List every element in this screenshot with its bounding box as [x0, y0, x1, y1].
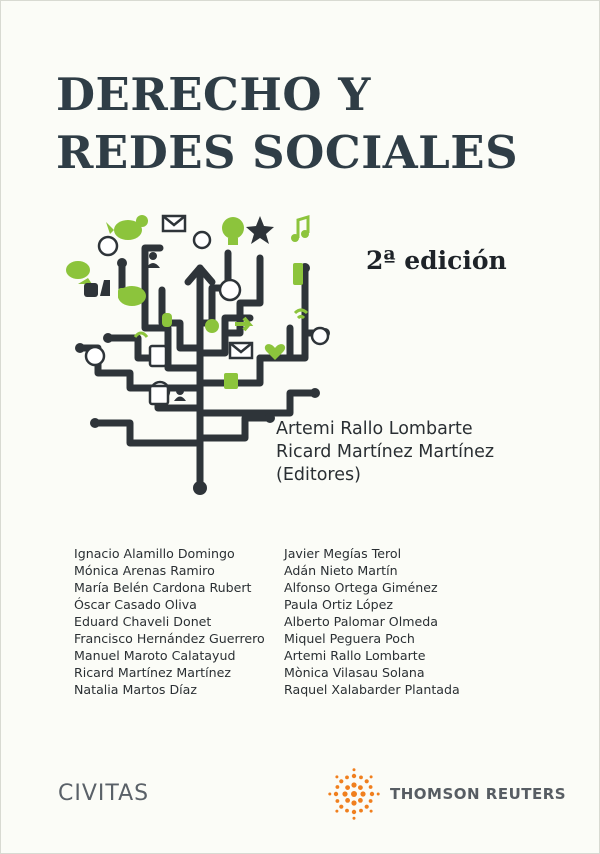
- edition-label: 2ª edición: [366, 246, 507, 275]
- contributor-name: Óscar Casado Oliva: [74, 597, 197, 612]
- contributor-name: Ricard Martínez Martínez: [74, 665, 231, 680]
- imprint-thomson-reuters: THOMSON REUTERS: [390, 785, 567, 803]
- contributor-name: Alberto Palomar Olmeda: [284, 614, 438, 629]
- contributor-name: Natalia Martos Díaz: [74, 682, 198, 697]
- thomson-reuters-logo-icon: [328, 768, 380, 820]
- contributors-left-column: [74, 545, 265, 698]
- title-line-2: REDES SOCIALES: [56, 126, 519, 179]
- contributor-name: Francisco Hernández Guerrero: [74, 631, 265, 646]
- contributor-name: Mónica Arenas Ramiro: [74, 563, 215, 578]
- editors-block: [276, 418, 494, 487]
- publisher-civitas-logo: CIVITAS: [58, 781, 150, 806]
- editor-name: Ricard Martínez Martínez: [276, 442, 495, 462]
- contributor-name: Miquel Peguera Poch: [284, 631, 415, 646]
- contributor-name: Alfonso Ortega Giménez: [284, 580, 438, 595]
- contributor-name: Adán Nieto Martín: [284, 563, 398, 578]
- contributors-right-column: [284, 545, 460, 698]
- contributor-name: Mònica Vilasau Solana: [284, 665, 425, 680]
- contributor-name: Artemi Rallo Lombarte: [284, 648, 426, 663]
- editors-role: (Editores): [276, 465, 361, 485]
- book-title: [56, 66, 518, 182]
- contributor-name: Paula Ortiz López: [284, 597, 393, 612]
- title-line-1: DERECHO Y: [56, 68, 371, 121]
- contributor-name: Javier Megías Terol: [284, 546, 402, 561]
- contributor-name: María Belén Cardona Rubert: [74, 580, 252, 595]
- contributor-name: Raquel Xalabarder Plantada: [284, 682, 460, 697]
- contributor-name: Ignacio Alamillo Domingo: [74, 546, 235, 561]
- contributor-name: Manuel Maroto Calatayud: [74, 648, 236, 663]
- editor-name: Artemi Rallo Lombarte: [276, 419, 473, 439]
- contributor-name: Eduard Chaveli Donet: [74, 614, 212, 629]
